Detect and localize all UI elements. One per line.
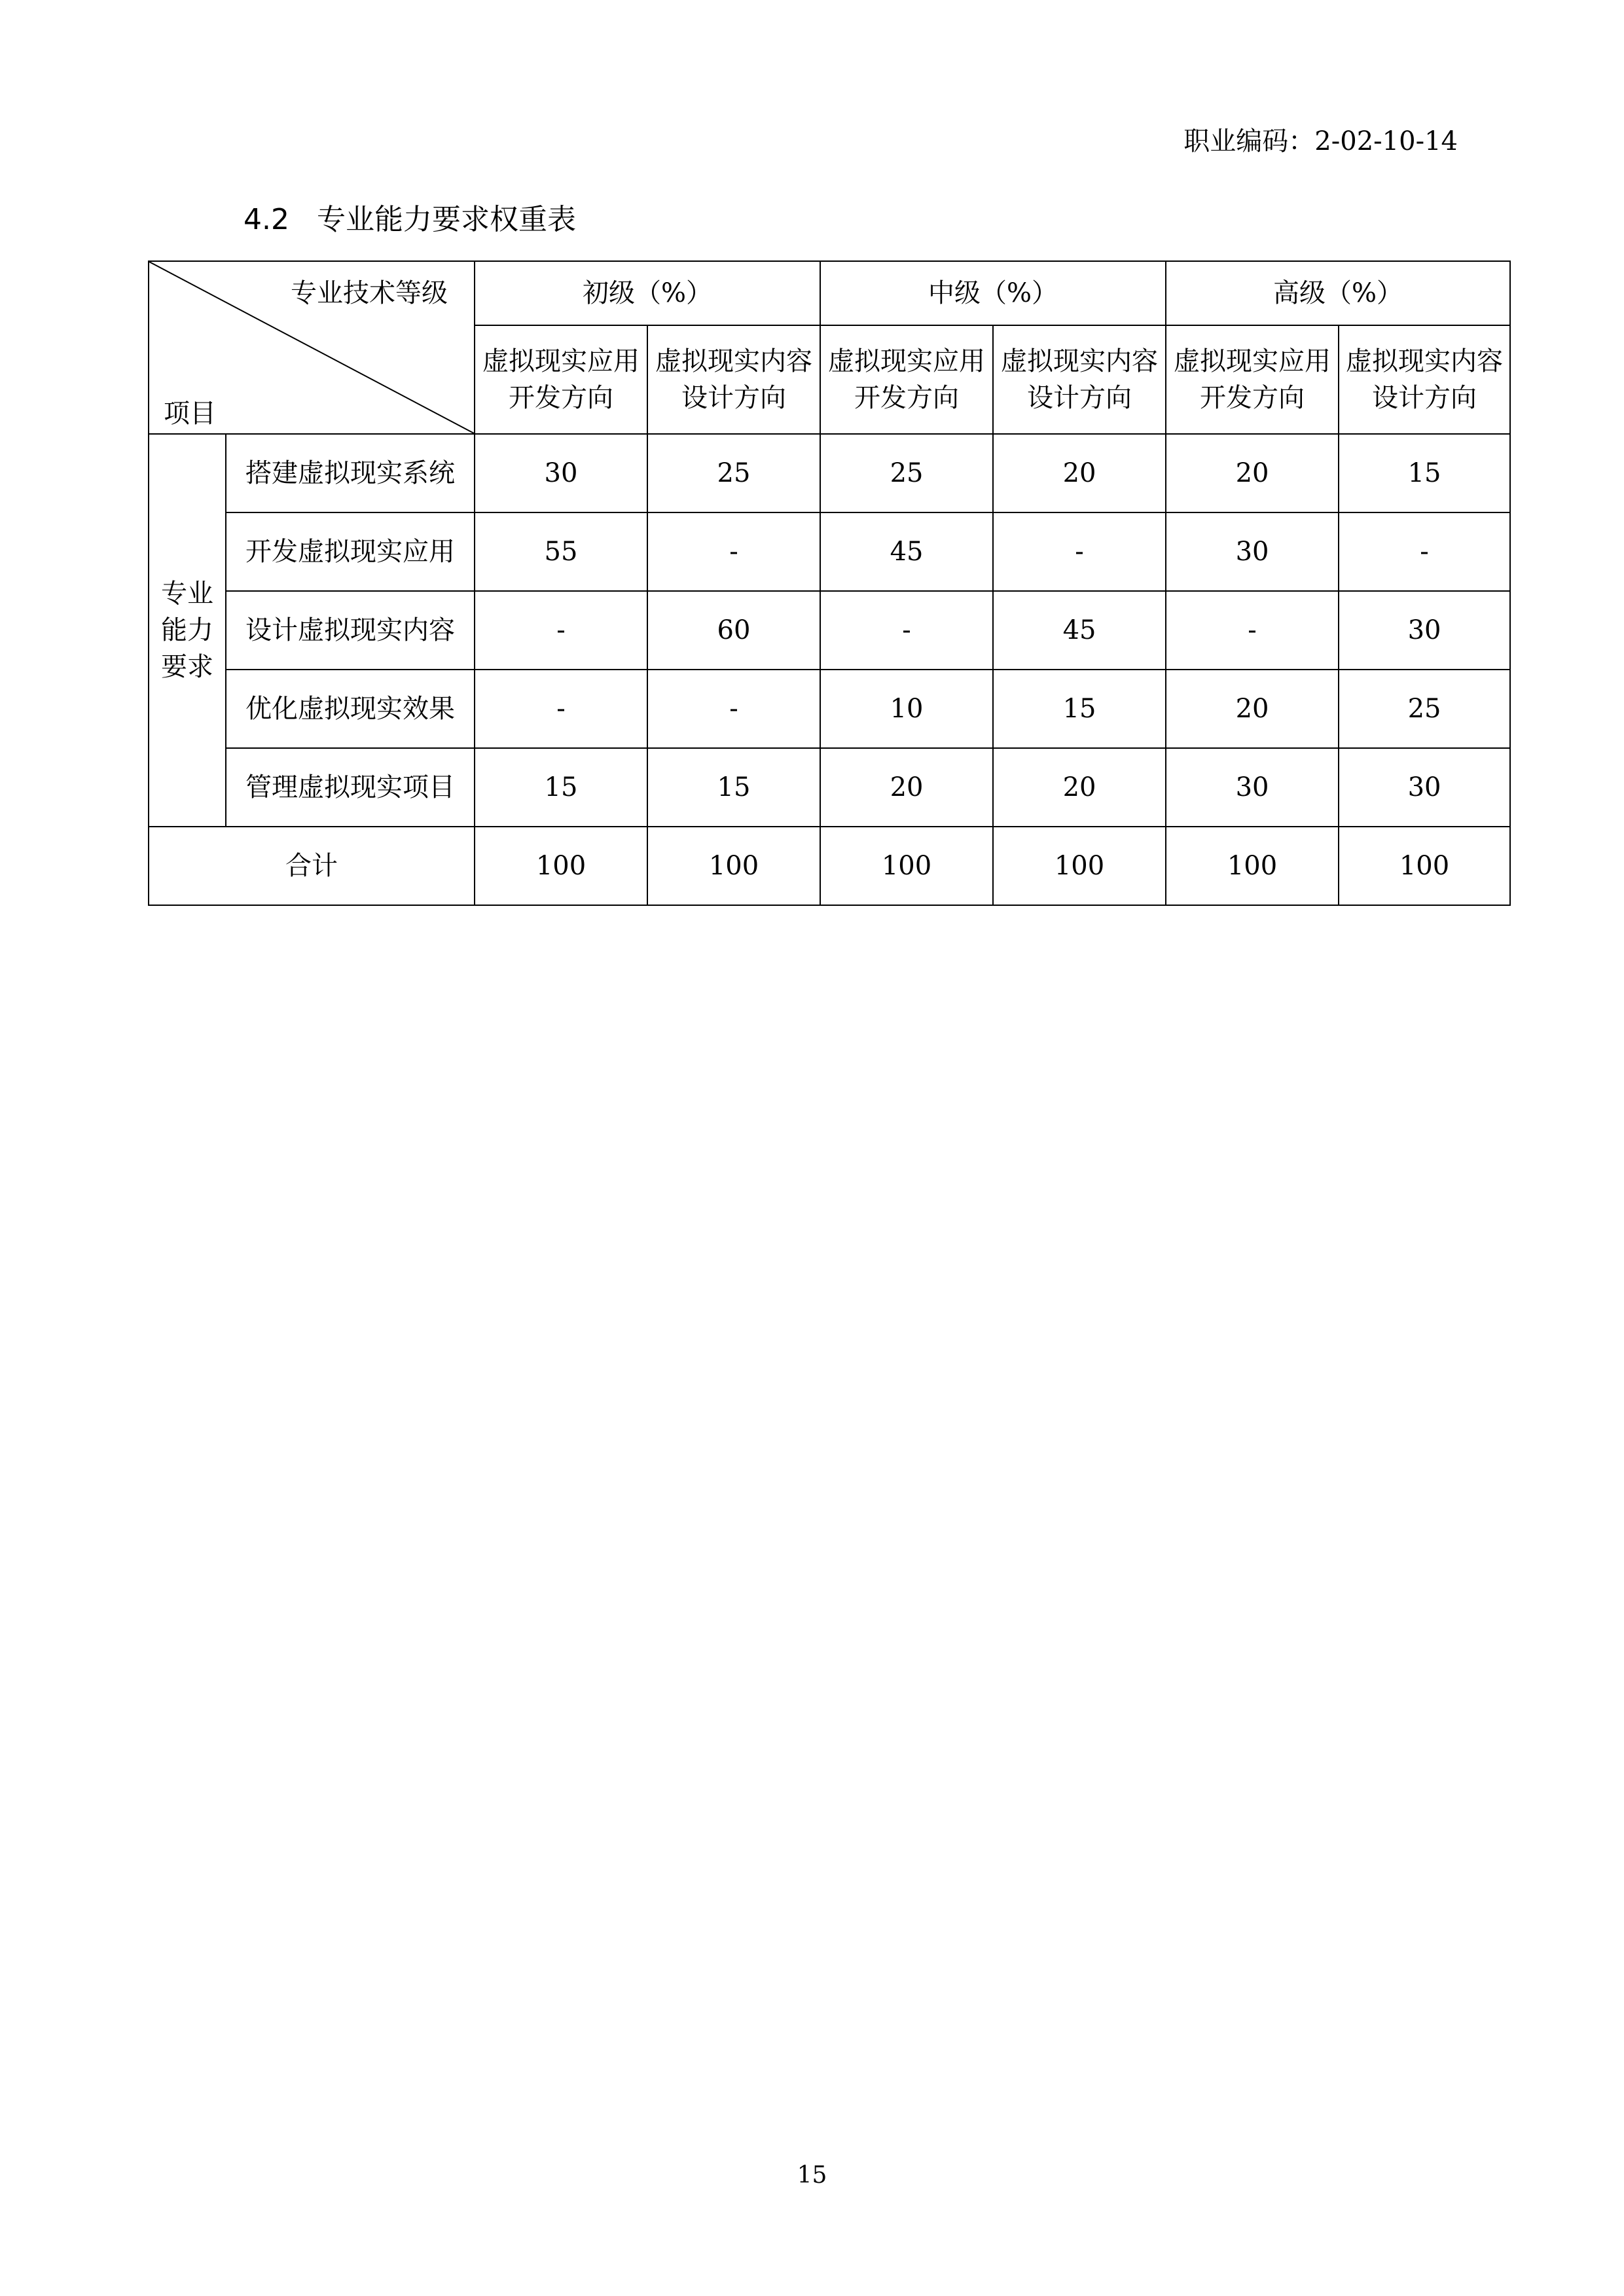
total-cell: 100: [820, 827, 993, 905]
direction-line1: 虚拟现实应用: [828, 346, 986, 376]
table-row: [149, 434, 1510, 512]
value-cell: 30: [1339, 591, 1510, 670]
direction-line1: 虚拟现实内容: [655, 346, 812, 376]
total-cell: 100: [647, 827, 820, 905]
corner-label-items: 项目: [164, 399, 216, 429]
direction-line2: 设计方向: [681, 383, 786, 413]
direction-header-intermediate-design: [993, 325, 1166, 434]
direction-line1: 虚拟现实内容: [1001, 346, 1159, 376]
value-cell: -: [475, 591, 647, 670]
group-label-line: 专业: [161, 579, 213, 609]
direction-line1: 虚拟现实应用: [482, 346, 640, 376]
level-header-junior: 初级（%）: [475, 261, 820, 325]
value-cell: 15: [647, 748, 820, 827]
direction-line1: 虚拟现实应用: [1174, 346, 1331, 376]
table-row: [149, 748, 1510, 827]
total-row: [149, 827, 1510, 905]
value-cell: 15: [993, 670, 1166, 748]
value-cell: -: [647, 512, 820, 591]
direction-line2: 设计方向: [1027, 383, 1132, 413]
direction-line2: 开发方向: [1200, 383, 1305, 413]
value-cell: 20: [993, 748, 1166, 827]
value-cell: 55: [475, 512, 647, 591]
table-row: [149, 670, 1510, 748]
value-cell: 30: [1166, 512, 1339, 591]
section-title: 专业能力要求权重表: [316, 203, 576, 236]
group-label-line: 要求: [161, 652, 213, 682]
value-cell: 25: [820, 434, 993, 512]
value-cell: 15: [475, 748, 647, 827]
value-cell: 10: [820, 670, 993, 748]
value-cell: 20: [993, 434, 1166, 512]
value-cell: 45: [820, 512, 993, 591]
table-row: [149, 512, 1510, 591]
value-cell: -: [475, 670, 647, 748]
level-header-row: [149, 261, 1510, 325]
occupation-code-value: 2-02-10-14: [1314, 126, 1458, 156]
item-label: 搭建虚拟现实系统: [226, 434, 475, 512]
value-cell: 30: [1166, 748, 1339, 827]
direction-header-senior-design: [1339, 325, 1510, 434]
page-number: 15: [797, 2162, 827, 2189]
direction-line2: 设计方向: [1372, 383, 1477, 413]
total-cell: 100: [993, 827, 1166, 905]
value-cell: 25: [647, 434, 820, 512]
total-cell: 100: [1339, 827, 1510, 905]
value-cell: 20: [1166, 670, 1339, 748]
item-label: 管理虚拟现实项目: [226, 748, 475, 827]
occupation-code-label: 职业编码：: [1183, 126, 1315, 156]
value-cell: -: [647, 670, 820, 748]
table-row: [149, 591, 1510, 670]
direction-header-junior-design: [647, 325, 820, 434]
value-cell: 20: [820, 748, 993, 827]
corner-header-cell: [149, 261, 475, 434]
value-cell: -: [1166, 591, 1339, 670]
value-cell: -: [1339, 512, 1510, 591]
item-label: 设计虚拟现实内容: [226, 591, 475, 670]
total-label: 合计: [149, 827, 475, 905]
direction-line2: 开发方向: [509, 383, 613, 413]
value-cell: 30: [475, 434, 647, 512]
item-label: 优化虚拟现实效果: [226, 670, 475, 748]
direction-header-intermediate-dev: [820, 325, 993, 434]
value-cell: 20: [1166, 434, 1339, 512]
section-number: 4.2: [244, 203, 289, 236]
value-cell: 30: [1339, 748, 1510, 827]
weight-table: [148, 260, 1511, 906]
direction-line2: 开发方向: [854, 383, 960, 413]
value-cell: 45: [993, 591, 1166, 670]
value-cell: -: [993, 512, 1166, 591]
direction-line1: 虚拟现实内容: [1346, 346, 1504, 376]
group-label-cell: [149, 434, 226, 827]
level-header-senior: 高级（%）: [1166, 261, 1510, 325]
direction-header-senior-dev: [1166, 325, 1339, 434]
value-cell: 60: [647, 591, 820, 670]
level-header-intermediate: 中级（%）: [820, 261, 1166, 325]
section-heading: [244, 199, 576, 241]
value-cell: 15: [1339, 434, 1510, 512]
direction-header-junior-dev: [475, 325, 647, 434]
group-label-line: 能力: [161, 615, 213, 645]
value-cell: -: [820, 591, 993, 670]
value-cell: 25: [1339, 670, 1510, 748]
corner-label-levels: 专业技术等级: [291, 278, 448, 308]
total-cell: 100: [1166, 827, 1339, 905]
total-cell: 100: [475, 827, 647, 905]
item-label: 开发虚拟现实应用: [226, 512, 475, 591]
occupation-code: [1183, 122, 1458, 161]
